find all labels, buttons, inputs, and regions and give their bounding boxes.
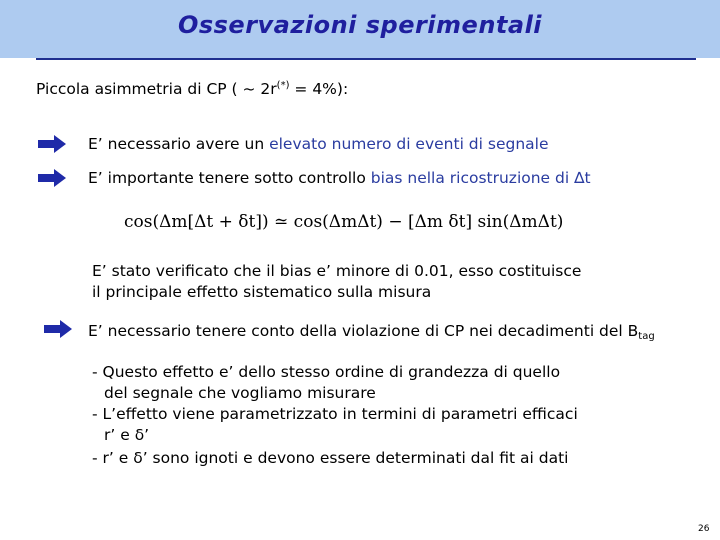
- bullet-1-highlight: elevato numero di eventi di segnale: [269, 135, 549, 153]
- bullet-1-prefix: E’ necessario avere un: [88, 135, 270, 153]
- title-underline: [36, 58, 696, 60]
- bullet-3-text: E’ necessario tenere conto della violazione di CP nei decadimenti del B: [88, 322, 639, 340]
- slide-title: Osservazioni sperimentali: [177, 11, 543, 39]
- intro-text-after: = 4%):: [289, 80, 349, 98]
- bullet-2-highlight: bias nella ricostruzione di ∆t: [370, 169, 591, 187]
- bullet-3-subscript: tag: [638, 331, 655, 342]
- bullet-1: [88, 134, 549, 154]
- bullet-2-prefix: E’ importante tenere sotto controllo: [88, 169, 371, 187]
- note-line-2: il principale effetto sistematico sulla misura: [92, 283, 432, 301]
- bullet-3: [88, 321, 655, 341]
- detail-line-3: - L’effetto viene parametrizzato in termini di parametri efficaci: [92, 405, 578, 423]
- intro-text-before: Piccola asimmetria di CP ( ~ 2r: [36, 80, 277, 98]
- detail-line-4: r’ e δ’: [104, 426, 150, 444]
- bullet-2: [88, 168, 591, 188]
- arrow-right-icon: [38, 169, 66, 187]
- arrow-right-icon: [44, 320, 72, 338]
- intro-line: [36, 79, 348, 99]
- detail-line-5: - r’ e δ’ sono ignoti e devono essere determinati dal fit ai dati: [92, 449, 569, 467]
- note-line-1: E’ stato verificato che il bias e’ minore di 0.01, esso costituisce: [92, 262, 582, 280]
- intro-superscript: (*): [276, 80, 290, 91]
- arrow-right-icon: [38, 135, 66, 153]
- page-number: 26: [698, 524, 710, 534]
- formula: cos(Δm[Δt + δt]) ≃ cos(ΔmΔt) − [Δm δt] sin(ΔmΔt): [124, 212, 564, 232]
- detail-line-1: - Questo effetto e’ dello stesso ordine di grandezza di quello: [92, 363, 561, 381]
- detail-line-2: del segnale che vogliamo misurare: [104, 384, 376, 402]
